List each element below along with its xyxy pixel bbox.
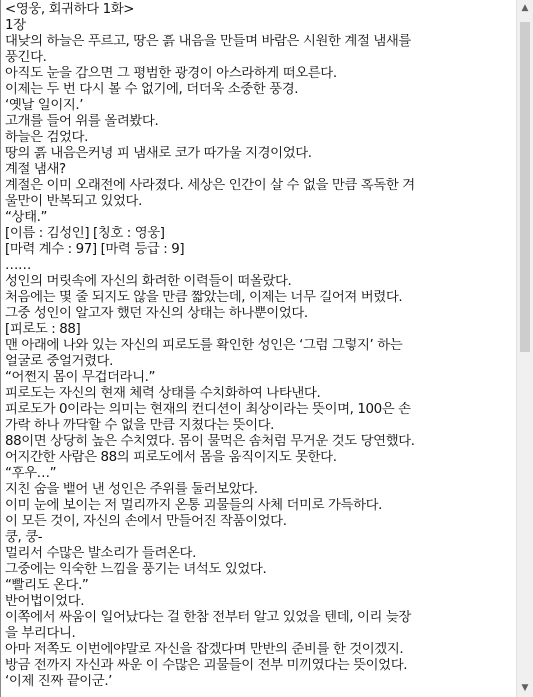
text-line: 지친 숨을 뱉어 낸 성인은 주위를 둘러보았다. — [5, 482, 258, 497]
text-line: 반어법이었다. — [5, 594, 85, 609]
text-line: 맨 아래에 나와 있는 자신의 피로도를 확인한 성인은 ‘그럼 그렇지’ 하는 — [5, 338, 403, 353]
text-line: 얼굴로 중얼거렸다. — [5, 354, 113, 369]
text-line: “상태.” — [5, 210, 48, 225]
text-area[interactable] — [5, 2, 514, 695]
text-line: 1장 — [5, 18, 26, 33]
text-line: 울만이 반복되고 있었다. — [5, 194, 142, 209]
scroll-down-arrow-icon[interactable]: ▼ — [521, 683, 529, 693]
text-line: 성인의 머릿속에 자신의 화려한 이력들이 떠올랐다. — [5, 274, 292, 289]
text-line: 하늘은 검었다. — [5, 130, 88, 145]
text-line: “빨리도 온다.” — [5, 578, 89, 593]
text-line: 피로도가 0이라는 의미는 현재의 컨디션이 최상이라는 뜻이며, 100은 손 — [5, 402, 411, 417]
text-line: 그중 성인이 알고자 했던 자신의 상태는 하나뿐이었다. — [5, 306, 308, 321]
text-line: …… — [5, 258, 31, 273]
scrollbar-thumb[interactable] — [520, 22, 530, 352]
text-line: 아마 저쪽도 이번에야말로 자신을 잡겠다며 만반의 준비를 한 것이겠지. — [5, 642, 404, 657]
text-line: ‘이제 진짜 끝이군.’ — [5, 674, 113, 689]
text-line: 방금 전까지 자신과 싸운 이 수많은 괴물들이 전부 미끼였다는 뜻이었다. — [5, 658, 408, 673]
text-line: 이쪽에서 싸움이 일어났다는 걸 한참 전부터 알고 있었을 텐데, 이리 늦장 — [5, 610, 411, 625]
text-line: ‘옛날 일이지.’ — [5, 98, 84, 113]
text-line: “어쩐지 몸이 무겁더라니.” — [5, 370, 155, 385]
text-line: 처음에는 몇 줄 되지도 않을 만큼 짧았는데, 이제는 너무 길어져 버렸다. — [5, 290, 403, 305]
text-line: 아직도 눈을 감으면 그 평범한 광경이 아스라하게 떠오른다. — [5, 66, 337, 81]
text-line: 멀리서 수많은 발소리가 들려온다. — [5, 546, 196, 561]
text-line: 을 부리다니. — [5, 626, 76, 641]
text-line: [마력 계수 : 97] [마력 등급 : 9] — [5, 242, 185, 257]
text-line: 대낮의 하늘은 푸르고, 땅은 흙 내음을 만들며 바람은 시원한 계절 냄새를 — [5, 34, 411, 49]
text-line: “후우…” — [5, 466, 57, 481]
text-line: [피로도 : 88] — [5, 322, 81, 337]
scroll-up-arrow-icon[interactable]: ▲ — [521, 3, 529, 13]
text-line: 계절은 이미 오래전에 사라졌다. 세상은 인간이 살 수 없을 만큼 혹독한 겨 — [5, 178, 415, 193]
text-line: <영웅, 회귀하다 1화> — [5, 2, 135, 17]
text-line: 가락 하나 까닥할 수 없을 만큼 지쳤다는 뜻이다. — [5, 418, 275, 433]
text-line: 어지간한 사람은 88의 피로도에서 몸을 움직이지도 못한다. — [5, 450, 337, 465]
text-line: 땅의 흙 내음은커녕 피 냄새로 코가 따가울 지경이었다. — [5, 146, 312, 161]
text-line: 88이면 상당히 높은 수치였다. 몸이 물먹은 솜처럼 무거운 것도 당연했다. — [5, 434, 415, 449]
text-line: 이미 눈에 보이는 저 멀리까지 온통 괴물들의 사체 더미로 가득하다. — [5, 498, 383, 513]
text-line: 이제는 두 번 다시 볼 수 없기에, 더더욱 소중한 풍경. — [5, 82, 299, 97]
text-line: [이름 : 김성인] [칭호 : 영웅] — [5, 226, 165, 241]
text-line: 풍긴다. — [5, 50, 47, 65]
text-line: 피로도는 자신의 현재 체력 상태를 수치화하여 나타낸다. — [5, 386, 321, 401]
text-line: 쿵, 쿵- — [5, 530, 43, 545]
vertical-scrollbar[interactable] — [516, 0, 533, 697]
text-line: 그중에는 익숙한 느낌을 풍기는 녀석도 있었다. — [5, 562, 267, 577]
text-line: 이 모든 것이, 자신의 손에서 만들어진 작품이었다. — [5, 514, 287, 529]
text-line: 고개를 들어 위를 올려봤다. — [5, 114, 159, 129]
text-line: 계절 냄새? — [5, 162, 66, 177]
